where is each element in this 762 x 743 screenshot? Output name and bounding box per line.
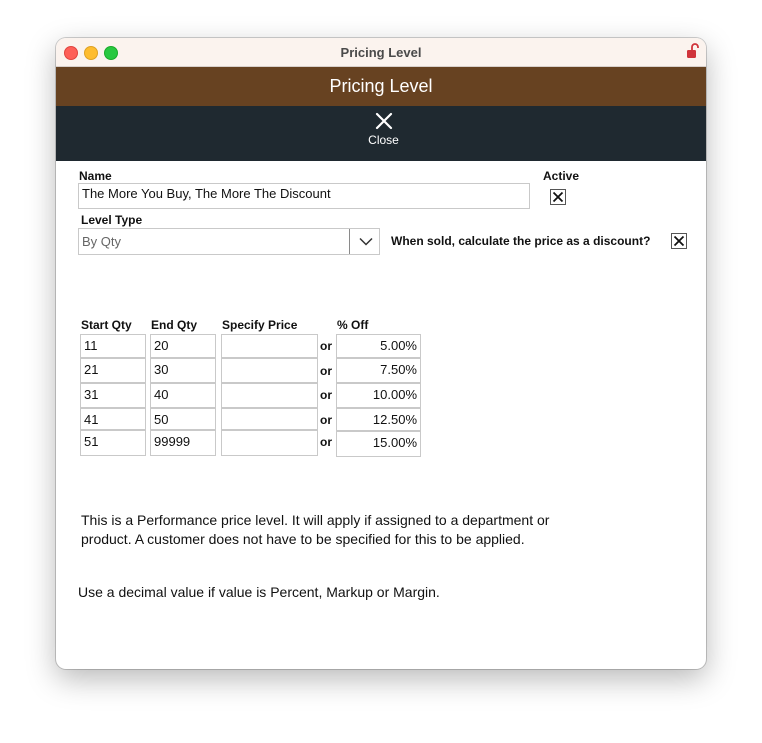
active-checkbox[interactable]	[550, 189, 566, 205]
specify-price-cell[interactable]	[221, 430, 318, 456]
end-qty-cell[interactable]: 99999	[150, 430, 216, 456]
or-label: or	[320, 388, 332, 402]
name-label: Name	[79, 169, 112, 183]
pct-off-cell[interactable]: 12.50%	[336, 408, 421, 431]
start-qty-cell[interactable]: 21	[80, 358, 146, 383]
close-label: Close	[368, 133, 399, 147]
name-input[interactable]: The More You Buy, The More The Discount	[78, 183, 530, 209]
toolbar	[56, 106, 706, 161]
level-type-label: Level Type	[81, 213, 143, 227]
info-line-2: product. A customer does not have to be specified for this to be applied.	[81, 531, 525, 547]
end-qty-cell[interactable]: 40	[150, 383, 216, 408]
decimal-note: Use a decimal value if value is Percent, Markup or Margin.	[78, 584, 440, 600]
page-header: Pricing Level	[56, 67, 706, 106]
start-qty-cell[interactable]: 31	[80, 383, 146, 408]
close-icon	[375, 112, 393, 130]
start-qty-cell[interactable]: 11	[80, 334, 146, 358]
specify-price-cell[interactable]	[221, 383, 318, 408]
pct-off-cell[interactable]: 15.00%	[336, 431, 421, 457]
pricing-level-window	[56, 38, 706, 669]
pct-off-cell[interactable]: 5.00%	[336, 334, 421, 358]
or-label: or	[320, 339, 332, 353]
or-label: or	[320, 435, 332, 449]
info-line-1: This is a Performance price level. It will apply if assigned to a department or	[81, 512, 550, 528]
end-qty-cell[interactable]: 50	[150, 408, 216, 430]
specify-price-cell[interactable]	[221, 408, 318, 430]
end-qty-cell[interactable]: 30	[150, 358, 216, 383]
specify-price-cell[interactable]	[221, 358, 318, 383]
specify-price-cell[interactable]	[221, 334, 318, 358]
checkbox-x-icon	[673, 235, 685, 247]
start-qty-cell[interactable]: 51	[80, 430, 146, 456]
level-type-value: By Qty	[82, 234, 122, 249]
active-label: Active	[543, 169, 580, 183]
or-label: or	[320, 364, 332, 378]
or-label: or	[320, 413, 332, 427]
title-bar	[56, 38, 706, 67]
window-title: Pricing Level	[340, 45, 422, 60]
select-divider	[349, 229, 350, 254]
end-qty-header: End Qty	[151, 318, 198, 332]
level-type-select[interactable]	[78, 228, 380, 255]
specify-price-header: Specify Price	[222, 318, 298, 332]
start-qty-cell[interactable]: 41	[80, 408, 146, 430]
pct-off-cell[interactable]: 10.00%	[336, 383, 421, 408]
unlock-icon[interactable]	[686, 43, 700, 59]
checkbox-x-icon	[552, 191, 564, 203]
discount-checkbox[interactable]	[671, 233, 687, 249]
close-button[interactable]	[356, 112, 411, 158]
end-qty-cell[interactable]: 20	[150, 334, 216, 358]
pct-off-cell[interactable]: 7.50%	[336, 358, 421, 383]
discount-label: When sold, calculate the price as a discount?	[391, 234, 651, 248]
pct-off-header: % Off	[337, 318, 369, 332]
chevron-down-icon	[359, 237, 373, 246]
start-qty-header: Start Qty	[81, 318, 132, 332]
